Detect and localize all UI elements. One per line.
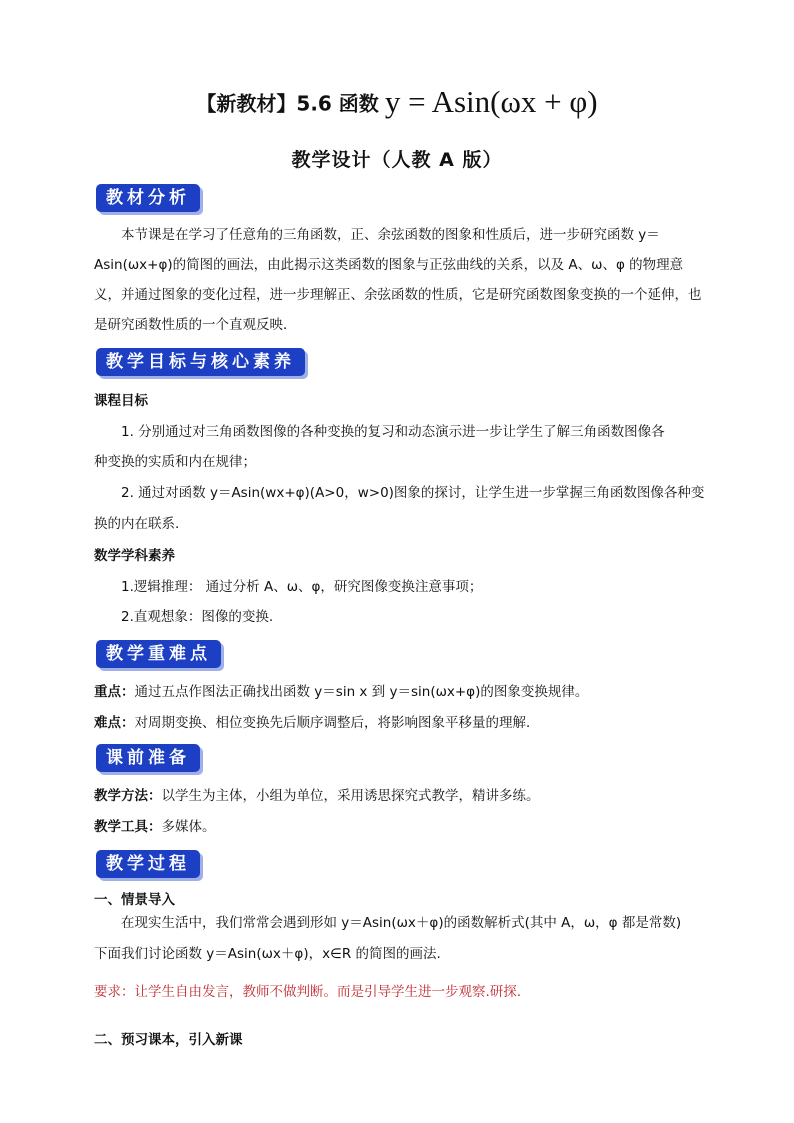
step1-heading: 一、情景导入 bbox=[94, 892, 175, 908]
difficult-point-label: 难点： bbox=[94, 715, 135, 731]
title-prefix: 【新教材】5.6 函数 bbox=[196, 91, 379, 116]
section-badge-process: 教学过程 bbox=[96, 850, 200, 878]
literacy-item-1: 1.逻辑推理： 通过分析 A、ω、φ，研究图像变换注意事项； bbox=[121, 579, 483, 595]
teaching-method-label: 教学方法： bbox=[94, 788, 162, 804]
analysis-paragraph: 本节课是在学习了任意角的三角函数，正、余弦函数的图象和性质后，进一步研究函数 y＝Asin(ωx+φ)的简图的画法，由此揭示这类函数的图象与正弦曲线的关系，以及 A、ω、φ 的物理意义，并通过图象的变化过程，进一步理解正、余弦函数的性质，它是研究函数图象变换的一个延伸，也是研究函数性质的一个直观反映． bbox=[94, 227, 702, 333]
teaching-tool-label: 教学工具： bbox=[94, 819, 162, 835]
course-goals-heading: 课程目标 bbox=[94, 393, 148, 409]
step1-line2: 下面我们讨论函数 y＝Asin(ωx＋φ)，x∈R 的简图的画法. bbox=[94, 946, 441, 962]
difficult-point-text: 对周期变换、相位变换先后顺序调整后，将影响图象平移量的理解． bbox=[134, 715, 540, 731]
page-subtitle: 教学设计（人教 A 版） bbox=[291, 149, 503, 171]
teaching-tool-text: 多媒体。 bbox=[161, 819, 216, 835]
goal-item-1-line1: 1. 分别通过对三角函数图像的各种变换的复习和动态演示进一步让学生了解三角函数图像各 bbox=[121, 424, 665, 440]
key-point-text: 通过五点作图法正确找出函数 y＝sin x 到 y＝sin(ωx+φ)的图象变换规律。 bbox=[134, 684, 589, 700]
requirement-note: 要求：让学生自由发言，教师不做判断。而是引导学生进一步观察.研探. bbox=[94, 984, 522, 1000]
key-point-line bbox=[94, 682, 588, 702]
goal-item-2-line1: 2. 通过对函数 y＝Asin(wx+φ)(A>0，w>0)图象的探讨，让学生进一步掌握三角函数图像各种变 bbox=[121, 485, 705, 501]
page-title bbox=[0, 84, 794, 120]
teaching-tool-line bbox=[94, 817, 216, 837]
section-badge-analysis: 教材分析 bbox=[96, 184, 200, 212]
literacy-item-2: 2.直观想象：图像的变换. bbox=[121, 609, 274, 625]
step1-line1: 在现实生活中，我们常常会遇到形如 y＝Asin(ωx＋φ)的函数解析式(其中 A，ω，φ 都是常数) bbox=[121, 915, 682, 931]
goal-item-2-line2: 换的内在联系. bbox=[94, 516, 180, 532]
goal-item-1-line2: 种变换的实质和内在规律； bbox=[94, 454, 256, 470]
step2-heading: 二、预习课本，引入新课 bbox=[94, 1032, 243, 1048]
key-point-label: 重点： bbox=[94, 684, 135, 700]
literacy-heading: 数学学科素养 bbox=[94, 548, 175, 564]
difficult-point-line bbox=[94, 713, 540, 733]
teaching-method-line bbox=[94, 786, 540, 806]
title-formula: y = Asin(ωx + φ) bbox=[384, 84, 598, 119]
teaching-method-text: 以学生为主体，小组为单位，采用诱思探究式教学，精讲多练。 bbox=[161, 788, 540, 804]
section-badge-preparation: 课前准备 bbox=[96, 744, 200, 772]
section-badge-goals: 教学目标与核心素养 bbox=[96, 348, 305, 376]
section-badge-difficulty: 教学重难点 bbox=[96, 640, 221, 668]
